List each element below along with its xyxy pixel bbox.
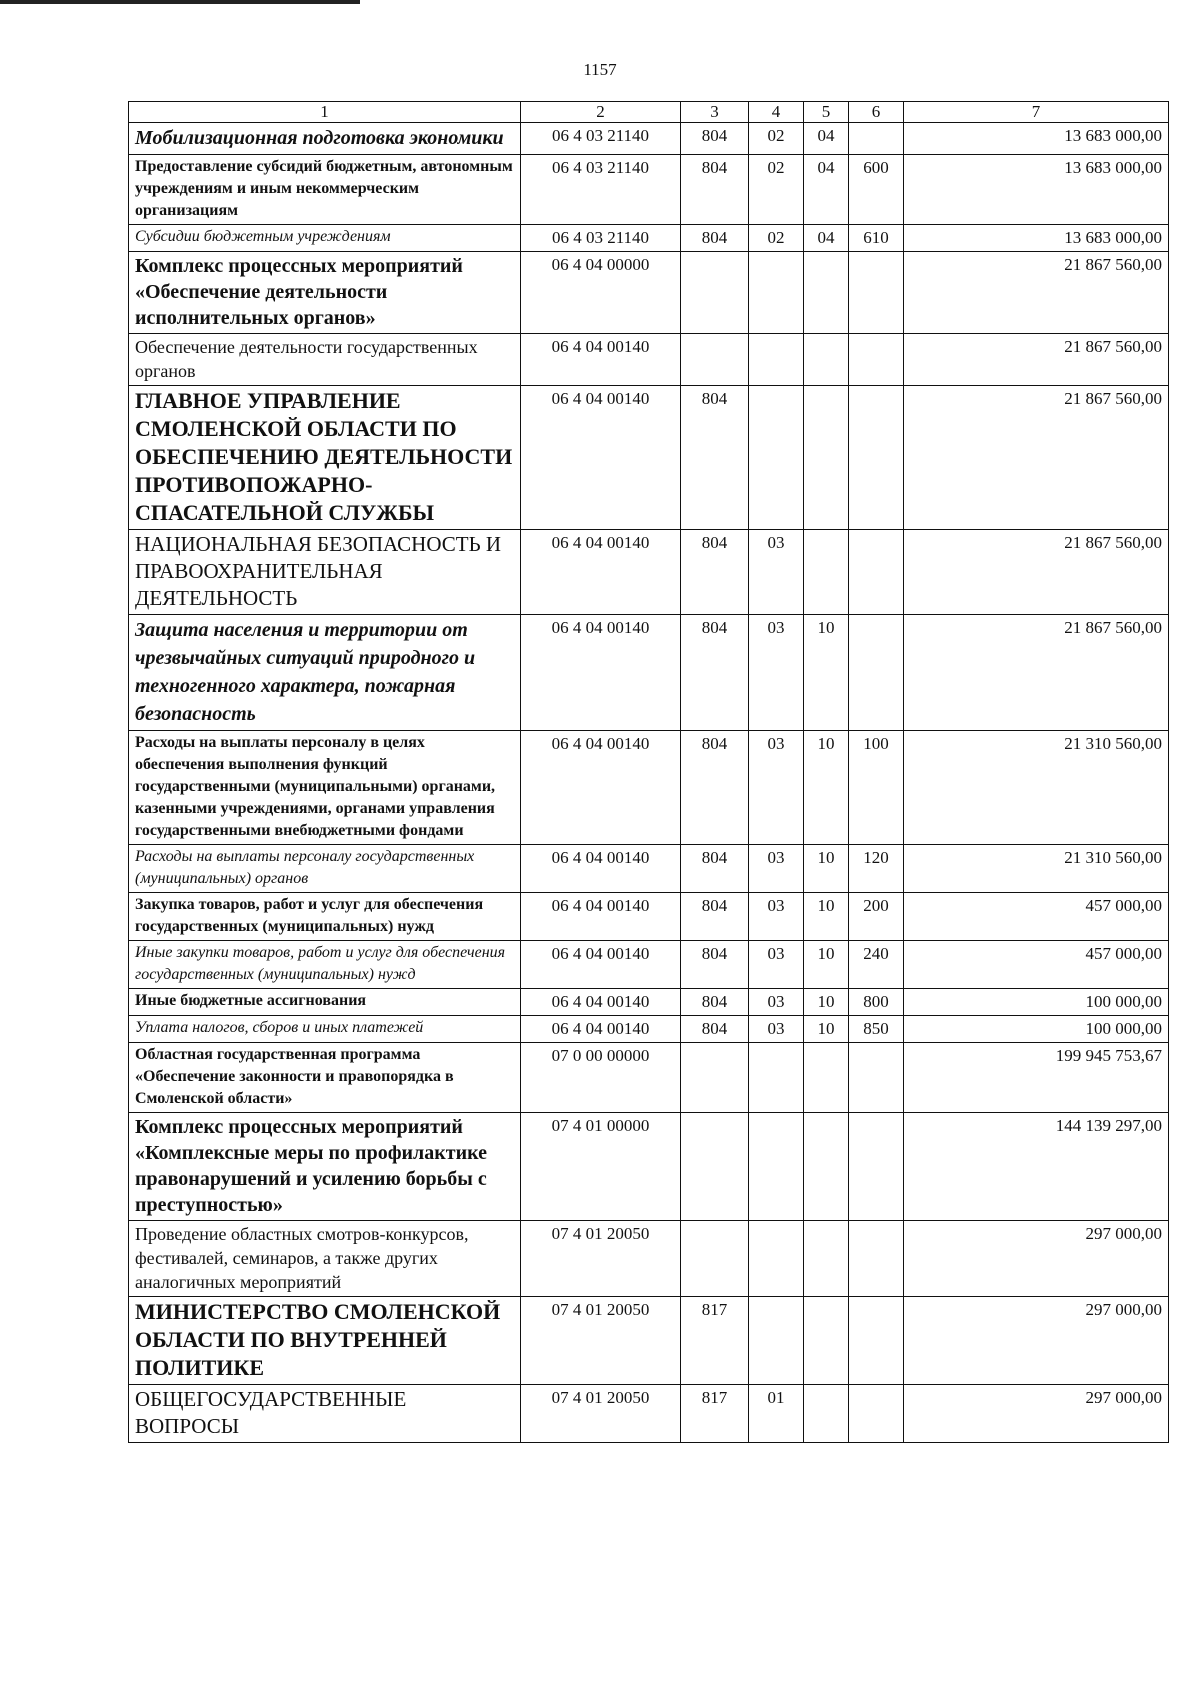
table-row <box>129 845 1169 893</box>
table-row <box>129 123 1169 155</box>
section-code: 01 <box>749 1385 804 1443</box>
column-header: 4 <box>749 102 804 123</box>
subsection-code: 10 <box>804 1016 849 1043</box>
target-article-code: 06 4 04 00140 <box>521 334 681 386</box>
amount: 21 310 560,00 <box>904 845 1169 893</box>
target-article-code: 06 4 03 21140 <box>521 123 681 155</box>
item-name: НАЦИОНАЛЬНАЯ БЕЗОПАСНОСТЬ И ПРАВООХРАНИТЕЛЬНАЯ ДЕЯТЕЛЬНОСТЬ <box>129 530 521 615</box>
subsection-code: 10 <box>804 893 849 941</box>
section-code: 03 <box>749 1016 804 1043</box>
amount: 297 000,00 <box>904 1385 1169 1443</box>
expense-type-code: 800 <box>849 989 904 1016</box>
target-article-code: 06 4 04 00140 <box>521 1016 681 1043</box>
expense-type-code <box>849 1297 904 1385</box>
item-name: Комплекс процессных мероприятий «Комплексные меры по профилактике правонарушений и усилению борьбы с преступностью» <box>129 1113 521 1221</box>
table-row <box>129 1043 1169 1113</box>
ministry-code <box>681 1221 749 1297</box>
amount: 297 000,00 <box>904 1221 1169 1297</box>
amount: 21 310 560,00 <box>904 731 1169 845</box>
target-article-code: 06 4 04 00140 <box>521 989 681 1016</box>
ministry-code: 804 <box>681 123 749 155</box>
table-row <box>129 615 1169 731</box>
table-row <box>129 386 1169 530</box>
item-name: ГЛАВНОЕ УПРАВЛЕНИЕ СМОЛЕНСКОЙ ОБЛАСТИ ПО ОБЕСПЕЧЕНИЮ ДЕЯТЕЛЬНОСТИ ПРОТИВОПОЖАРНО-СПАСАТЕЛЬНОЙ СЛУЖБЫ <box>129 386 521 530</box>
item-name: ОБЩЕГОСУДАРСТВЕННЫЕ ВОПРОСЫ <box>129 1385 521 1443</box>
table-row <box>129 1113 1169 1221</box>
subsection-code <box>804 530 849 615</box>
section-code: 03 <box>749 893 804 941</box>
subsection-code: 04 <box>804 155 849 225</box>
item-name: МИНИСТЕРСТВО СМОЛЕНСКОЙ ОБЛАСТИ ПО ВНУТРЕННЕЙ ПОЛИТИКЕ <box>129 1297 521 1385</box>
section-code: 03 <box>749 845 804 893</box>
subsection-code <box>804 1297 849 1385</box>
section-code <box>749 1043 804 1113</box>
ministry-code: 804 <box>681 615 749 731</box>
item-name: Расходы на выплаты персоналу государственных (муниципальных) органов <box>129 845 521 893</box>
amount: 457 000,00 <box>904 941 1169 989</box>
target-article-code: 06 4 04 00140 <box>521 530 681 615</box>
table-row <box>129 1221 1169 1297</box>
section-code <box>749 386 804 530</box>
amount: 100 000,00 <box>904 1016 1169 1043</box>
ministry-code: 804 <box>681 530 749 615</box>
amount: 21 867 560,00 <box>904 386 1169 530</box>
item-name: Проведение областных смотров-конкурсов, фестивалей, семинаров, а также других аналогичных мероприятий <box>129 1221 521 1297</box>
subsection-code <box>804 252 849 334</box>
subsection-code: 04 <box>804 123 849 155</box>
table-row <box>129 1016 1169 1043</box>
expense-type-code <box>849 386 904 530</box>
expense-type-code: 850 <box>849 1016 904 1043</box>
section-code: 03 <box>749 731 804 845</box>
expense-type-code: 200 <box>849 893 904 941</box>
target-article-code: 07 4 01 20050 <box>521 1221 681 1297</box>
table-row <box>129 1385 1169 1443</box>
expense-type-code <box>849 530 904 615</box>
target-article-code: 06 4 04 00140 <box>521 941 681 989</box>
target-article-code: 06 4 04 00140 <box>521 615 681 731</box>
amount: 13 683 000,00 <box>904 225 1169 252</box>
ministry-code: 804 <box>681 155 749 225</box>
section-code: 02 <box>749 225 804 252</box>
item-name: Уплата налогов, сборов и иных платежей <box>129 1016 521 1043</box>
subsection-code: 10 <box>804 989 849 1016</box>
subsection-code: 10 <box>804 845 849 893</box>
section-code <box>749 1221 804 1297</box>
section-code: 03 <box>749 615 804 731</box>
target-article-code: 06 4 03 21140 <box>521 155 681 225</box>
subsection-code <box>804 386 849 530</box>
column-header: 2 <box>521 102 681 123</box>
amount: 21 867 560,00 <box>904 530 1169 615</box>
table-row <box>129 731 1169 845</box>
target-article-code: 06 4 04 00140 <box>521 893 681 941</box>
target-article-code: 07 0 00 00000 <box>521 1043 681 1113</box>
item-name: Закупка товаров, работ и услуг для обеспечения государственных (муниципальных) нужд <box>129 893 521 941</box>
budget-table <box>128 101 1169 1443</box>
section-code: 02 <box>749 155 804 225</box>
item-name: Иные бюджетные ассигнования <box>129 989 521 1016</box>
column-header: 7 <box>904 102 1169 123</box>
target-article-code: 06 4 04 00000 <box>521 252 681 334</box>
amount: 199 945 753,67 <box>904 1043 1169 1113</box>
subsection-code: 04 <box>804 225 849 252</box>
table-row <box>129 155 1169 225</box>
section-code <box>749 334 804 386</box>
table-row <box>129 334 1169 386</box>
subsection-code <box>804 1113 849 1221</box>
subsection-code: 10 <box>804 615 849 731</box>
expense-type-code <box>849 1221 904 1297</box>
target-article-code: 06 4 03 21140 <box>521 225 681 252</box>
amount: 21 867 560,00 <box>904 615 1169 731</box>
subsection-code <box>804 1043 849 1113</box>
target-article-code: 07 4 01 20050 <box>521 1385 681 1443</box>
ministry-code <box>681 334 749 386</box>
item-name: Субсидии бюджетным учреждениям <box>129 225 521 252</box>
expense-type-code <box>849 334 904 386</box>
table-row <box>129 941 1169 989</box>
amount: 297 000,00 <box>904 1297 1169 1385</box>
ministry-code: 804 <box>681 845 749 893</box>
column-header: 1 <box>129 102 521 123</box>
expense-type-code <box>849 252 904 334</box>
ministry-code <box>681 1043 749 1113</box>
ministry-code: 804 <box>681 386 749 530</box>
section-code <box>749 1113 804 1221</box>
table-row <box>129 530 1169 615</box>
target-article-code: 06 4 04 00140 <box>521 731 681 845</box>
ministry-code: 817 <box>681 1297 749 1385</box>
amount: 21 867 560,00 <box>904 334 1169 386</box>
subsection-code <box>804 1385 849 1443</box>
scan-artifact-line <box>0 0 360 4</box>
expense-type-code: 120 <box>849 845 904 893</box>
amount: 13 683 000,00 <box>904 155 1169 225</box>
ministry-code: 804 <box>681 731 749 845</box>
target-article-code: 06 4 04 00140 <box>521 845 681 893</box>
table-row <box>129 1297 1169 1385</box>
ministry-code: 804 <box>681 1016 749 1043</box>
section-code: 03 <box>749 530 804 615</box>
item-name: Иные закупки товаров, работ и услуг для обеспечения государственных (муниципальных) нужд <box>129 941 521 989</box>
section-code <box>749 1297 804 1385</box>
expense-type-code <box>849 1043 904 1113</box>
item-name: Областная государственная программа «Обеспечение законности и правопорядка в Смоленской области» <box>129 1043 521 1113</box>
subsection-code: 10 <box>804 731 849 845</box>
column-header: 5 <box>804 102 849 123</box>
ministry-code: 804 <box>681 989 749 1016</box>
expense-type-code <box>849 1113 904 1221</box>
amount: 457 000,00 <box>904 893 1169 941</box>
expense-type-code <box>849 123 904 155</box>
ministry-code <box>681 1113 749 1221</box>
amount: 100 000,00 <box>904 989 1169 1016</box>
expense-type-code: 610 <box>849 225 904 252</box>
item-name: Защита населения и территории от чрезвычайных ситуаций природного и техногенного характера, пожарная безопасность <box>129 615 521 731</box>
column-header: 6 <box>849 102 904 123</box>
amount: 144 139 297,00 <box>904 1113 1169 1221</box>
table-row <box>129 893 1169 941</box>
ministry-code: 804 <box>681 225 749 252</box>
amount: 21 867 560,00 <box>904 252 1169 334</box>
table-row <box>129 989 1169 1016</box>
target-article-code: 07 4 01 20050 <box>521 1297 681 1385</box>
expense-type-code: 600 <box>849 155 904 225</box>
subsection-code <box>804 1221 849 1297</box>
expense-type-code: 100 <box>849 731 904 845</box>
section-code <box>749 252 804 334</box>
expense-type-code <box>849 615 904 731</box>
subsection-code: 10 <box>804 941 849 989</box>
ministry-code: 817 <box>681 1385 749 1443</box>
item-name: Расходы на выплаты персоналу в целях обеспечения выполнения функций государственными (муниципальными) органами, казенными учреждениями, органами управления государственными внебюджетными фондами <box>129 731 521 845</box>
ministry-code: 804 <box>681 893 749 941</box>
expense-type-code: 240 <box>849 941 904 989</box>
subsection-code <box>804 334 849 386</box>
table-row <box>129 225 1169 252</box>
section-code: 03 <box>749 989 804 1016</box>
expense-type-code <box>849 1385 904 1443</box>
section-code: 02 <box>749 123 804 155</box>
ministry-code <box>681 252 749 334</box>
page-number: 1157 <box>583 60 617 79</box>
section-code: 03 <box>749 941 804 989</box>
item-name: Предоставление субсидий бюджетным, автономным учреждениям и иным некоммерческим организациям <box>129 155 521 225</box>
item-name: Мобилизационная подготовка экономики <box>129 123 521 155</box>
target-article-code: 07 4 01 00000 <box>521 1113 681 1221</box>
column-number-header <box>129 102 1169 123</box>
column-header: 3 <box>681 102 749 123</box>
target-article-code: 06 4 04 00140 <box>521 386 681 530</box>
item-name: Обеспечение деятельности государственных органов <box>129 334 521 386</box>
item-name: Комплекс процессных мероприятий «Обеспечение деятельности исполнительных органов» <box>129 252 521 334</box>
table-row <box>129 252 1169 334</box>
amount: 13 683 000,00 <box>904 123 1169 155</box>
ministry-code: 804 <box>681 941 749 989</box>
